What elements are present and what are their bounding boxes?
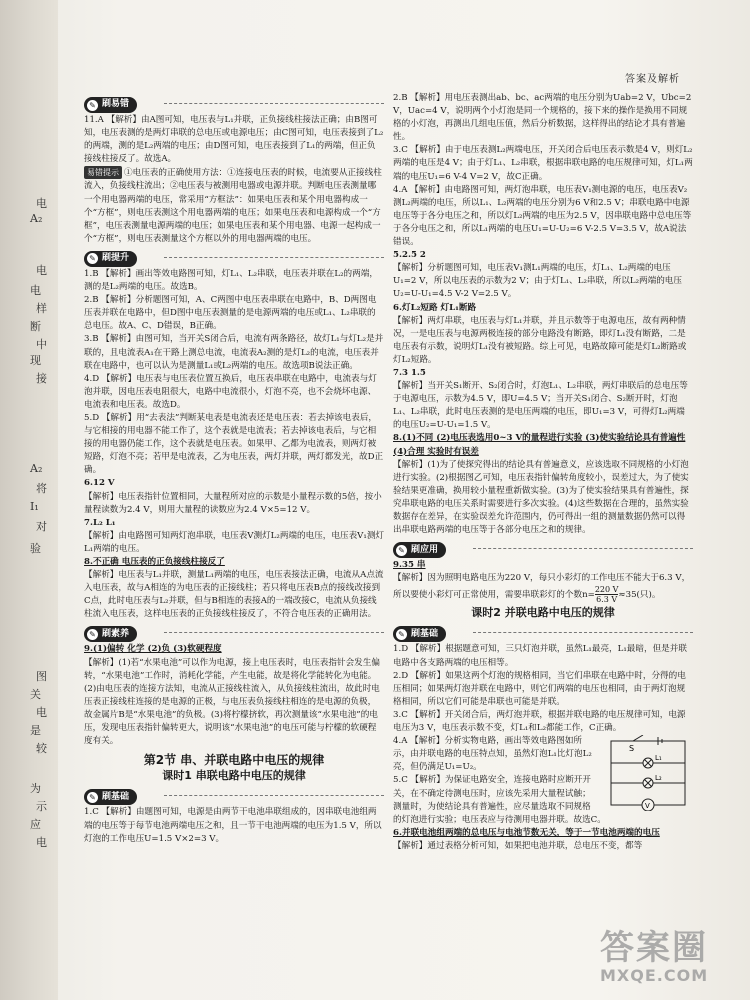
answer-key: 8.(1)不同 (2)电压表选用0~3 V的量程进行实验 (3)使实验结论具有普遍性 (4)合理 实验时有误差 bbox=[393, 433, 686, 457]
answer-item: 3.C 【解析】开关闭合后，两灯泡并联，根据并联电路的电压规律可知，电源电压为3 V，电压表示数不变，灯L₁和L₂都能工作，C正确。 bbox=[393, 709, 686, 734]
answer-item: 2.B 【解析】用电压表测出ab、bc、ac两端的电压分别为Uab=2 V，Ubc=2 V，Uac=4 V，说明两个小灯泡是同一个规格的，接下来的操作是换用不同规格的小灯泡，再测出几组电压值，然后分析数据，这样得出的结论才具有普遍性。 bbox=[393, 93, 692, 143]
answer-key: 9.35 串 bbox=[393, 560, 426, 571]
edge-fragment: 电 bbox=[36, 706, 47, 719]
pen-icon: ✎ bbox=[396, 545, 407, 556]
answer-item: 3.B 【解析】由图可知，当开关S闭合后，电流有两条路径，故灯L₁与灯L₂是并联的，且电流表A₁在干路上测总电流，电流表A₂测的是灯L₂的电流，电压表并联在电路中，也可以认为是测量L₁或L₂两端的电压。故选项B说法正确。 bbox=[84, 334, 384, 371]
lamp-l2-label: L₂ bbox=[655, 774, 662, 783]
right-column bbox=[393, 92, 693, 853]
pen-icon: ✎ bbox=[87, 253, 98, 264]
answer-key: 7.3 1.5 bbox=[393, 367, 426, 378]
edge-fragment: 电 bbox=[36, 836, 47, 849]
answer-item: 【解析】分析题图可知，电压表V₁测L₁两端的电压，灯L₁、L₂两端的电压U₁=2 V，所以电压表的示数为2 V；由于灯L₁、L₂串联，所以L₂两端的电压U₂=U-U₁=4.5 V-2 V=2.5 V。 bbox=[393, 263, 682, 300]
edge-fragment: A₂ bbox=[30, 462, 43, 475]
answer-item: 【解析】(1)为了使探究得出的结论具有普遍意义，应该选取不同规格的小灯泡进行实验。(2)根据图乙可知，电压表指针偏转角度较小，误差过大，为了使实验结果更准确，换用较小量程重新做实验。(3)为了使实验结果具有普遍性，探究串联电路的电压关系时需要进行多次实验。(4)这些数据在合理的，虽然实验数据存在差异，在实验误差允许范围内，仍可得出一组的测量数据仍然可以得出串联电路两端的电压等于各部分电压之和的规律。 bbox=[393, 459, 689, 536]
answer-item: 【解析】电压表与L₁并联，测量L₁两端的电压，电压表接法正确，电流从A点流入电压表，故与A相连的为电压表的正接线柱；若只将电压表B点的接线改接到C点，此时电压表与L₂并联，但与B相连的表接A的一端改接C，电流从负接线柱流入电压表，这样电压表的正负接线柱接反了，不符合电压表的正确用法。 bbox=[84, 570, 384, 620]
edge-fragment: 接 bbox=[36, 372, 47, 385]
edge-fragment: 较 bbox=[36, 742, 47, 755]
pen-icon: ✎ bbox=[87, 100, 98, 111]
edge-fragment: 电 bbox=[36, 264, 47, 277]
lamp-l1-label: L₁ bbox=[655, 754, 662, 763]
edge-fragment: 示 bbox=[36, 800, 47, 813]
watermark-logo: 答案圈 MXQE.COM bbox=[600, 928, 709, 985]
edge-fragment: 电 bbox=[30, 284, 41, 297]
answer-item: 1.C 【解析】由题图可知，电源是由两节干电池串联组成的，因串联电池组两端的电压等于每节电池两端电压之和，且一节干电池两端的电压为1.5 V，所以灯泡的工作电压U=1.5 V×2=3 V。 bbox=[84, 807, 382, 844]
edge-fragment: A₂ bbox=[30, 212, 43, 225]
pen-icon: ✎ bbox=[396, 629, 407, 640]
section-badge-row bbox=[84, 786, 384, 804]
answer-key: 6.并联电池组两端的总电压与电池节数无关，等于一节电池两端的电压 bbox=[393, 827, 660, 838]
answer-item: 【解析】通过表格分析可知，如果把电池并联，总电压不变，都等 bbox=[393, 840, 643, 851]
answer-item: 【解析】两灯串联，电压表与灯L₁并联，并且示数等于电源电压，故有两种情况，一是电压表与电源两极连接的部分电路没有断路，即灯L₁没有断路，二是电压表有示数，说明灯L₁没有被短路。综上可见，电路故障可能是灯L₂断路或灯L₂短路。 bbox=[393, 315, 687, 365]
tip-paragraph: 易错提示 ①电压表的正确使用方法：①连接电压表的时候，电流要从正接线柱流入，负接线柱流出；②电压表与被测用电器或电源并联。判断电压表测量哪一个用电器两端的电压，常采用“方框法”：如果电压表和某个用电器构成一个“方框”，则电压表测这个用电器两端的电压；如果电压表和电源构成一个“方框”，电压表测量电源两端的电压；如果电压表和某个用电器、电源一起构成一个“方框”，则电压表测量这个方框以外的用电器两端的电压。 bbox=[84, 168, 382, 244]
answer-item: 2.B 【解析】分析题图可知，A、C两图中电压表串联在电路中，B、D两图电压表并联在电路中，但D图中电压表测量的是电源两端的电压或L₁、L₂串联的总电压。故A、C、D错误，B正确。 bbox=[84, 295, 377, 332]
answer-item: 11.A 【解析】由A图可知，电压表与L₁并联，正负接线柱接法正确；由B图可知，电压表测的是两灯串联的总电压或电源电压；由C图可知，电压表接到了L₂的两端，测的是L₂两端的电压；由D图可知，电压表接到了L₁的两端，但正负接线柱接反了。故选A。 bbox=[84, 115, 384, 165]
section-badge-row bbox=[393, 539, 693, 557]
section-title: 第2节 串、并联电路中电压的规律 bbox=[143, 753, 325, 768]
answer-item: 1.D 【解析】根据题意可知，三只灯泡并联，虽然L₁最亮，L₁最暗，但是并联电路中各支路两端的电压相等。 bbox=[393, 644, 687, 668]
answer-item: 【解析】因为照明电路电压为220 V，每只小彩灯的工作电压不能大于6.3 V，所以要使小彩灯可正常使用，需要串联彩灯的个数n= $\frac{220 V}{6.3 V}$ ≈35(只)。 bbox=[393, 573, 691, 605]
edge-fragment: 将 bbox=[36, 482, 47, 495]
answer-item: 2.D 【解析】如果这两个灯泡的规格相同，当它们串联在电路中时，分得的电压相同；如果两灯泡并联在电路中，则它们两端的电压也相同，由于两灯泡规格相同，所以它们可能是串联也可能是并联。 bbox=[393, 670, 686, 707]
answer-item: 3.C 【解析】由于电压表测L₂两端电压，开关闭合后电压表示数是4 V，则灯L₂两端的电压是4 V；由于灯L₁、L₂串联，根据串联电路的电压规律可知，灯L₁两端的电压U₁=6 V-4 V=2 V，故C正确。 bbox=[393, 145, 693, 182]
lesson-title: 课时2 并联电路中电压的规律 bbox=[471, 606, 615, 620]
answer-key: 9.(1)偏转 化学 (2)负 (3)软硬程度 bbox=[84, 644, 222, 655]
answer-item: 4.D 【解析】电压表与电压表位置互换后，电压表串联在电路中，电流表与灯泡并联，因电压表电阻很大，电路中电流很小，灯泡不亮，也不会烧坏电源、电流表和电压表。故选D。 bbox=[84, 373, 377, 410]
edge-fragment: 对 bbox=[36, 520, 47, 533]
section-badge: ✎ 刷易错 bbox=[84, 97, 137, 113]
answer-item: 【解析】(1)若“水果电池”可以作为电源，接上电压表时，电压表指针会发生偏转，“水果电池”工作时，消耗化学能，产生电能，故是将化学能转化为电能。(2)由电压表的连接方法知，电流从正接线柱流入，从负接线柱流出，故此时电压表正接线柱连接的是电源的正极，与电压表负接线柱相连的是电源的负极，故金属片B是“水果电池”的负极。(3)将柠檬挤软，再次测量该“水果电池”的电压，发现电压表指针偏转更大，说明该“水果电池”的电压可能与柠檬的软硬程度有关。 bbox=[84, 657, 380, 747]
section-badge-row bbox=[84, 94, 384, 112]
lesson-title: 课时1 串联电路中电压的规律 bbox=[162, 769, 306, 783]
edge-fragment: 断 bbox=[30, 320, 41, 333]
answer-item: 5.D 【解析】用“去表法”判断某电表是电流表还是电压表：若去掉该电表后，与它相接的用电器不能工作了，这个表就是电流表；若去掉该电表后，与它相接的用电器仍能工作，这个表就是电压表。如果甲、乙都为电流表，则两灯被短路，灯泡不亮；若甲是电流表，乙为电压表，两灯并联，两灯都发光，故D正确。 bbox=[84, 412, 384, 476]
switch-label: S bbox=[629, 744, 635, 754]
section-badge-row bbox=[84, 248, 384, 266]
edge-fragment: 现 bbox=[30, 354, 41, 367]
previous-page-edge bbox=[0, 0, 58, 1000]
answer-key: 6.灯L₂短路 灯L₁断路 bbox=[393, 302, 477, 313]
section-badge: ✎ 刷基础 bbox=[84, 789, 137, 805]
answer-item: 【解析】由电路图可知两灯泡串联，电压表V测灯L₂两端的电压，电压表V₁测灯L₁两端的电压。 bbox=[84, 530, 385, 554]
edge-fragment: 电 bbox=[36, 197, 47, 210]
edge-fragment: 是 bbox=[30, 724, 41, 737]
answer-key: 5.2.5 2 bbox=[393, 250, 426, 261]
pen-icon: ✎ bbox=[87, 792, 98, 803]
answer-key: 6.12 V bbox=[84, 478, 115, 489]
edge-fragment: 验 bbox=[30, 542, 41, 555]
fraction: $\frac{220 V}{6.3 V}$ bbox=[594, 585, 619, 605]
edge-fragment: 为 bbox=[30, 782, 41, 795]
section-badge: ✎ 刷基础 bbox=[393, 626, 446, 642]
edge-fragment: 样 bbox=[36, 302, 47, 315]
answer-item: 4.A 【解析】分析实物电路，画出等效电路图如所示，由并联电路的电压特点知，虽然灯泡L₁比灯泡L₂亮，但仍满足U₁=U₂。 bbox=[393, 736, 592, 773]
edge-fragment: 中 bbox=[36, 338, 47, 351]
left-column bbox=[84, 92, 384, 846]
section-badge: ✎ 刷提升 bbox=[84, 251, 137, 267]
page-header: 答案及解析 bbox=[625, 74, 680, 85]
section-badge-row bbox=[393, 623, 693, 641]
voltmeter-label: V bbox=[645, 802, 650, 811]
section-badge-row bbox=[84, 623, 384, 641]
answer-key: 8.不正确 电压表的正负接线柱接反了 bbox=[84, 557, 225, 567]
edge-fragment: 图 bbox=[36, 670, 47, 683]
answer-item: 1.B 【解析】画出等效电路图可知，灯L₁、L₂串联，电压表并联在L₂的两端，测的是L₂两端的电压。故选B。 bbox=[84, 268, 378, 293]
parallel-circuit-diagram bbox=[603, 735, 693, 811]
edge-fragment: 应 bbox=[30, 818, 41, 831]
edge-fragment: 关 bbox=[30, 688, 41, 701]
answer-item: 4.A 【解析】由电路图可知，两灯泡串联，电压表V₁测电源的电压，电压表V₂测L₂两端的电压，所以L₁、L₂两端的电压分别为6 V和2.5 V；串联电路中电源电压等于各分电压之和，所以灯L₂两端的电压为2.5 V，因串联电路中总电压等于各分电压之和，所以L₁两端的电压U₁=U-U₂=6 V-2.5 V=3.5 V，故A说法错误。 bbox=[393, 184, 692, 248]
tip-tag: 易错提示 bbox=[84, 166, 122, 179]
answer-item: 5.C 【解析】为保证电路安全，连接电路时应断开开关，在不确定待测电压时，应该先采用大量程试触；测量时，为使结论具有普遍性，应尽量选取不同规格的灯泡进行实验；电压表应与待测用电器并联。故选C。 bbox=[393, 775, 606, 825]
answer-item: 【解析】当开关S₁断开、S₂闭合时，灯泡L₁、L₂串联，两灯串联后的总电压等于电源电压，示数为4.5 V，即U=4.5 V；当开关S₁闭合、S₂断开时，灯泡L₁、L₂串联，此时电压表测的是电压两端的电压，即U₁=3 V，可得灯L₂两端的电压U₂=U-U₁=1.5 V。 bbox=[393, 381, 688, 431]
answer-item: 【解析】电压表指针位置相同，大量程所对应的示数是小量程示数的5倍，按小量程读数为2.4 V，则用大量程的读数应为2.4 V×5=12 V。 bbox=[84, 491, 382, 515]
edge-fragment: I₁ bbox=[30, 500, 39, 513]
pen-icon: ✎ bbox=[87, 629, 98, 640]
section-badge: ✎ 刷素养 bbox=[84, 626, 137, 642]
answer-key: 7.L₂ L₁ bbox=[84, 517, 116, 528]
section-badge: ✎ 刷应用 bbox=[393, 542, 446, 558]
